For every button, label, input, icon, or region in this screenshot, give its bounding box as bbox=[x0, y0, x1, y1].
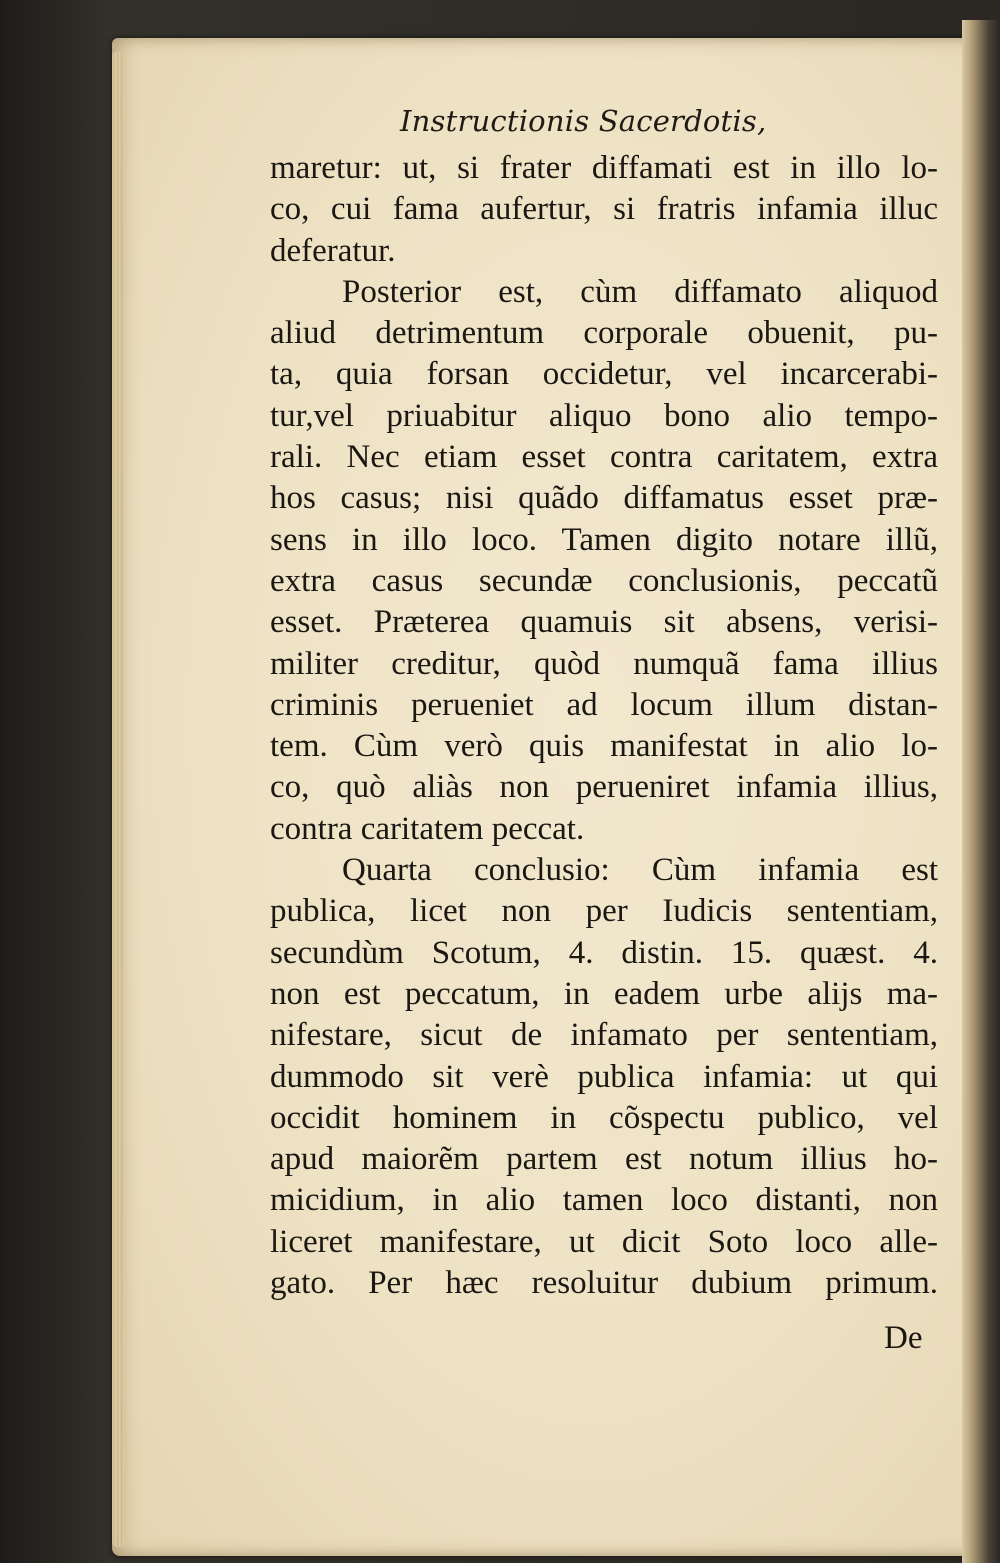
text-line: esset. Præterea quamuis sit absens, verisi- bbox=[270, 604, 938, 641]
text-line: tur,vel priuabitur aliquo bono alio tempo- bbox=[270, 397, 938, 434]
text-line: hos casus; nisi quãdo diffamatus esset præ- bbox=[270, 480, 938, 517]
text-line: sens in illo loco. Tamen digito notare illũ, bbox=[270, 521, 938, 558]
text-line: publica, licet non per Iudicis sententiam, bbox=[270, 893, 938, 930]
text-line: nifestare, sicut de infamato per sententiam, bbox=[270, 1017, 938, 1054]
text-line: contra caritatem peccat. bbox=[270, 810, 585, 847]
text-line: non est peccatum, in eadem urbe alijs ma- bbox=[270, 975, 938, 1012]
text-line: tem. Cùm verò quis manifestat in alio lo- bbox=[270, 728, 938, 765]
text-line: occidit hominem in cõspectu publico, vel bbox=[270, 1099, 938, 1136]
text-line: co, quò aliàs non perueniret infamia illius, bbox=[270, 769, 938, 806]
text-line: militer creditur, quòd numquã fama illius bbox=[270, 645, 938, 682]
text-line: secundùm Scotum, 4. distin. 15. quæst. 4. bbox=[270, 934, 938, 971]
text-line: criminis perueniet ad locum illum distan- bbox=[270, 686, 938, 723]
book-gutter bbox=[962, 20, 1000, 1563]
text-line: ta, quia forsan occidetur, vel incarcerabi- bbox=[270, 356, 938, 393]
body-text bbox=[270, 148, 938, 1304]
text-line: Quarta conclusio: Cùm infamia est bbox=[342, 852, 938, 889]
text-line: gato. Per hæc resoluitur dubium primum. bbox=[270, 1265, 938, 1302]
text-line: deferatur. bbox=[270, 232, 396, 269]
text-line: micidium, in alio tamen loco distanti, non bbox=[270, 1182, 938, 1219]
text-line: co, cui fama aufertur, si fratris infamia illuc bbox=[270, 191, 938, 228]
page-edge bbox=[112, 52, 124, 1547]
text-line: liceret manifestare, ut dicit Soto loco alle- bbox=[270, 1223, 938, 1260]
text-line: aliud detrimentum corporale obuenit, pu- bbox=[270, 315, 938, 352]
text-line: rali. Nec etiam esset contra caritatem, extra bbox=[270, 439, 938, 476]
text-line: Posterior est, cùm diffamato aliquod bbox=[342, 273, 938, 310]
text-line: maretur: ut, si frater diffamati est in illo lo- bbox=[270, 150, 938, 186]
running-head: Instructionis Sacerdotis, bbox=[400, 104, 767, 138]
catchword: De bbox=[884, 1320, 923, 1356]
text-line: dummodo sit verè publica infamia: ut qui bbox=[270, 1058, 938, 1095]
text-line: apud maiorẽm partem est notum illius ho- bbox=[270, 1141, 938, 1178]
text-line: extra casus secundæ conclusionis, peccatũ bbox=[270, 562, 938, 599]
